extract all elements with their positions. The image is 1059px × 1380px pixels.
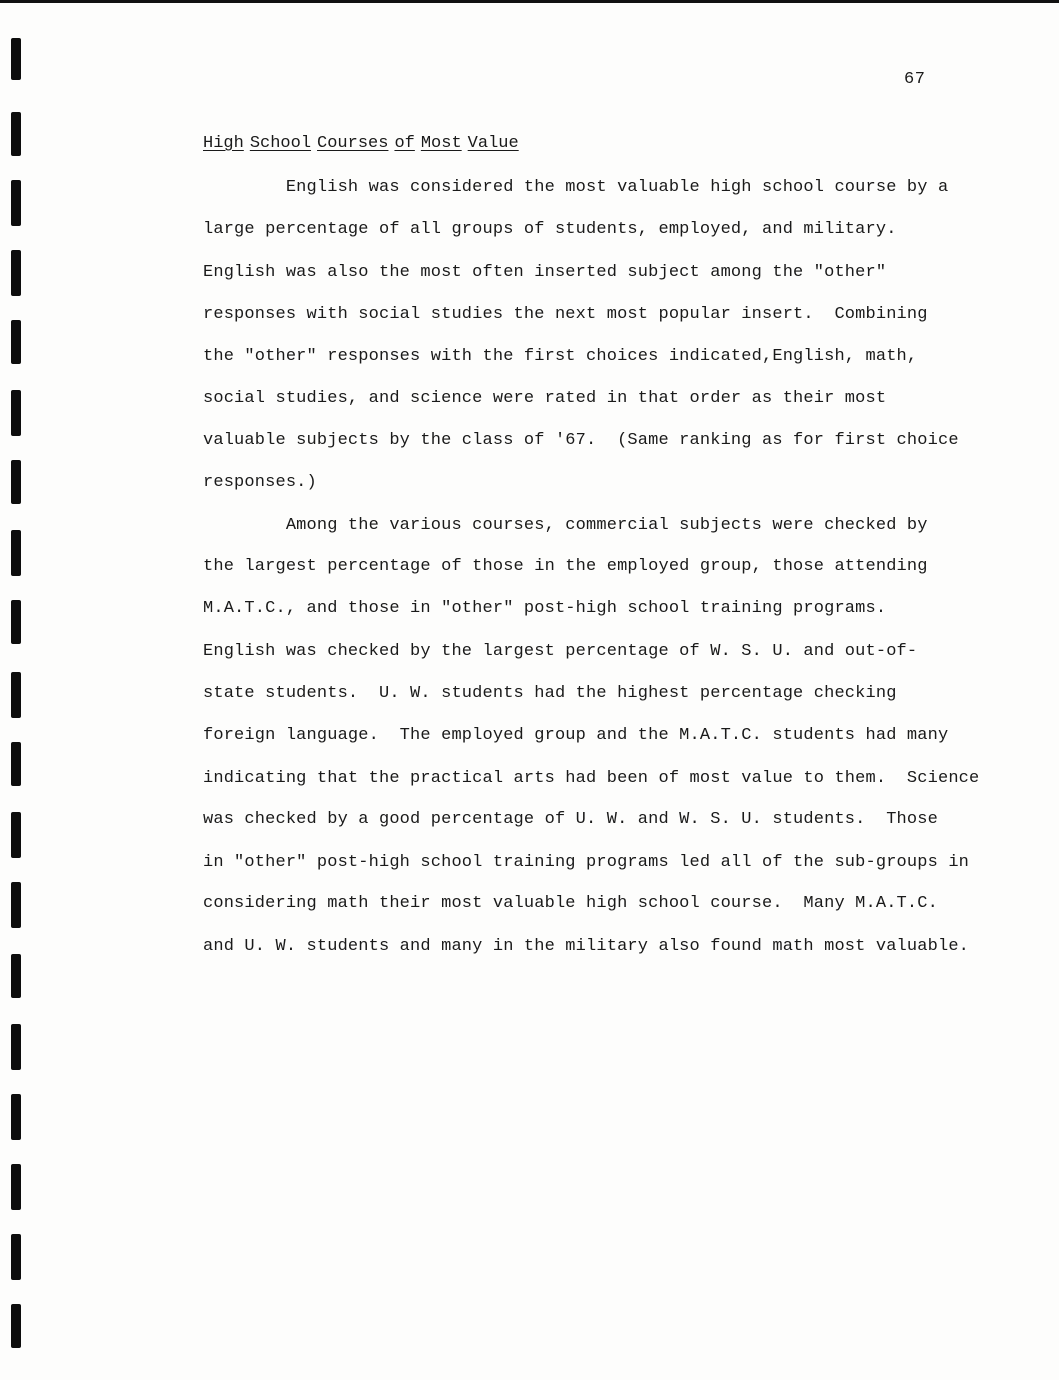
text-line: English was considered the most valuable high school course by a	[203, 178, 949, 197]
binding-hole-mark	[11, 460, 21, 504]
heading-word: of	[394, 134, 415, 153]
heading-word: Courses	[317, 134, 389, 153]
text-line: the "other" responses with the first choices indicated,English, math,	[203, 347, 918, 366]
heading-word: High	[203, 134, 244, 153]
binding-hole-mark	[11, 954, 21, 998]
text-line: was checked by a good percentage of U. W. and W. S. U. students. Those	[203, 810, 938, 829]
binding-hole-mark	[11, 180, 21, 226]
text-line: in "other" post-high school training programs led all of the sub-groups in	[203, 853, 970, 872]
text-line: valuable subjects by the class of '67. (Same ranking as for first choice	[203, 431, 959, 450]
page-top-edge	[0, 0, 1059, 3]
binding-hole-mark	[11, 112, 21, 156]
text-line: and U. W. students and many in the military also found math most valuable.	[203, 937, 970, 956]
text-line: large percentage of all groups of students, employed, and military.	[203, 220, 897, 239]
binding-hole-mark	[11, 1094, 21, 1140]
binding-hole-mark	[11, 1234, 21, 1280]
binding-hole-mark	[11, 812, 21, 858]
binding-hole-mark	[11, 320, 21, 364]
text-line: responses with social studies the next most popular insert. Combining	[203, 305, 928, 324]
text-line: M.A.T.C., and those in "other" post-high school training programs.	[203, 599, 887, 618]
heading-word: Most	[420, 134, 462, 153]
binding-hole-mark	[11, 600, 21, 644]
binding-hole-mark	[11, 390, 21, 436]
text-line: state students. U. W. students had the highest percentage checking	[203, 684, 897, 703]
binding-hole-mark	[11, 672, 21, 718]
text-line: foreign language. The employed group and the M.A.T.C. students had many	[203, 726, 949, 745]
binding-hole-mark	[11, 1024, 21, 1070]
page-number: 67	[904, 70, 926, 89]
text-line: Among the various courses, commercial subjects were checked by	[203, 516, 928, 535]
text-line: considering math their most valuable high school course. Many M.A.T.C.	[203, 894, 938, 913]
text-line: responses.)	[203, 473, 317, 492]
binding-hole-mark	[11, 882, 21, 928]
text-line: the largest percentage of those in the employed group, those attending	[203, 557, 928, 576]
text-line: English was checked by the largest percentage of W. S. U. and out-of-	[203, 642, 918, 661]
text-line: social studies, and science were rated in that order as their most	[203, 389, 887, 408]
binding-hole-mark	[11, 1304, 21, 1348]
text-line: English was also the most often inserted subject among the "other"	[203, 263, 887, 282]
binding-hole-mark	[11, 250, 21, 296]
section-heading	[203, 134, 525, 153]
binding-hole-mark	[11, 1164, 21, 1210]
binding-hole-mark	[11, 530, 21, 576]
text-line: indicating that the practical arts had been of most value to them. Science	[203, 769, 980, 788]
heading-word: School	[249, 134, 312, 153]
binding-hole-mark	[11, 38, 21, 80]
heading-word: Value	[467, 134, 519, 153]
binding-hole-mark	[11, 742, 21, 786]
